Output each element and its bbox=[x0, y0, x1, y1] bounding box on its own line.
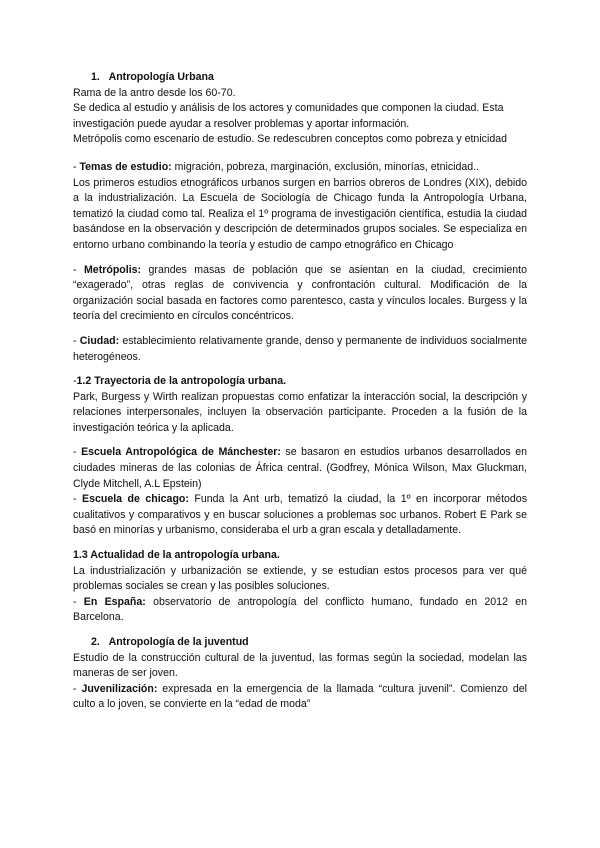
section-title: Antropología Urbana bbox=[108, 71, 214, 83]
term: Metrópolis: bbox=[83, 263, 142, 276]
term: Ciudad: bbox=[79, 334, 120, 347]
term: En España: bbox=[83, 595, 146, 608]
bullet-espana: - En España: observatorio de antropología del conflicto humano, fundado en 2012 en Barcelona. bbox=[73, 595, 527, 624]
term: Temas de estudio: bbox=[79, 160, 172, 173]
section-1-2-heading: -1.2 Trayectoria de la antropología urbana. bbox=[73, 375, 287, 388]
paragraph: Park, Burgess y Wirth realizan propuestas como enfatizar la interacción social, la descripción y relaciones interpersonales, incluyen la observación participante. Proceden a la fusión de la investigación teórica y la aplicada. bbox=[73, 390, 527, 434]
section-1-heading bbox=[73, 70, 527, 86]
bullet-metropolis: - Metrópolis: grandes masas de población que se asientan en la ciudad, crecimiento “exagerado”, otras reglas de convivencia y confrontación cultural. Modificación de la organización social basada en factores como parentesco, casta y vínculos locales. Burgess y la teoría del crecimiento en círculos concéntricos. bbox=[73, 263, 527, 323]
paragraph: Rama de la antro desde los 60-70. bbox=[73, 86, 236, 99]
section-number: 2. bbox=[91, 636, 100, 648]
section-title: Antropología de la juventud bbox=[108, 636, 249, 648]
bullet-temas: - Temas de estudio: migración, pobreza, marginación, exclusión, minorías, etnicidad.. bbox=[73, 160, 480, 173]
bullet-juvenilizacion: - Juvenilización: expresada en la emergencia de la llamada “cultura juvenil”. Comienzo del culto a lo joven, se convierte en la “edad de moda” bbox=[73, 682, 527, 711]
section-1-3-heading: 1.3 Actualidad de la antropología urbana. bbox=[73, 549, 280, 562]
document-body bbox=[73, 70, 527, 713]
term: Escuela de chicago: bbox=[82, 493, 189, 506]
bullet-ciudad: - Ciudad: establecimiento relativamente grande, denso y permanente de individuos socialmente heterogéneos. bbox=[73, 334, 527, 363]
paragraph: Metrópolis como escenario de estudio. Se redescubren conceptos como pobreza y etnicidad bbox=[73, 133, 508, 146]
section-2-heading bbox=[73, 635, 527, 651]
term: Escuela Antropológica de Mánchester: bbox=[81, 446, 281, 459]
bullet-manchester: - Escuela Antropológica de Mánchester: se basaron en estudios urbanos desarrollados en ciudades mineras de las colonias de África central. (Godfrey, Mónica Wilson, Max Gluckman, Clyde Mitchell, A.L Epstein) bbox=[73, 446, 527, 490]
paragraph: La industrialización y urbanización se extiende, y se estudian estos procesos para ver qué problemas sociales se crean y las posibles soluciones. bbox=[73, 564, 527, 593]
section-number: 1. bbox=[91, 71, 100, 83]
paragraph: Se dedica al estudio y análisis de los actores y comunidades que componen la ciudad. Esta investigación puede ayudar a resolver problemas y aportar información. bbox=[73, 102, 504, 130]
paragraph: Los primeros estudios etnográficos urbanos surgen en barrios obreros de Londres (XIX), debido a la industrialización. La Escuela de Sociología de Chicago funda la Antropología Urbana, tematizó la ciudad como tal. Realiza el 1º programa de investigación científica, estudia la ciudad basándose en la observación y descripción de determinados grupos sociales. Se especializa en entorno urbano combinando la teoría y estudio de campo etnográfico en Chicago bbox=[73, 176, 527, 251]
term: Juvenilización: bbox=[81, 682, 158, 695]
bullet-chicago: - Escuela de chicago: Funda la Ant urb, tematizó la ciudad, la 1º en incorporar métodos cualitativos y comparativos y en buscar soluciones a problemas soc urbanos. Robert E Park se basó en minorías y urbanismo, consideraba el urb a gran escala y detalladamente. bbox=[73, 493, 527, 537]
section-title: 1.2 Trayectoria de la antropología urbana. bbox=[76, 375, 287, 388]
paragraph: Estudio de la construcción cultural de la juventud, las formas según la sociedad, modelan las maneras de ser joven. bbox=[73, 651, 527, 680]
